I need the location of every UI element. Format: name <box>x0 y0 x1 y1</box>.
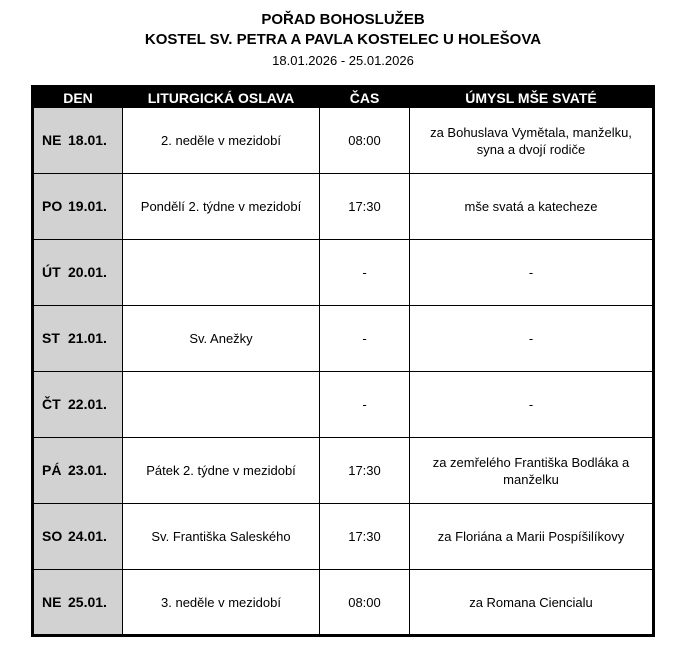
page-title: POŘAD BOHOSLUŽEB <box>261 11 425 28</box>
table-row <box>33 372 654 438</box>
time-cell: 08:00 <box>320 108 410 174</box>
col-header-cas: ČAS <box>320 87 410 108</box>
day-cell <box>33 570 123 636</box>
day-abbr: ČT <box>42 396 61 412</box>
celebration-cell: 3. neděle v mezidobí <box>123 570 320 636</box>
day-date: 19.01. <box>68 198 107 214</box>
celebration-cell: Sv. Františka Saleského <box>123 504 320 570</box>
day-date: 21.01. <box>68 330 107 346</box>
intention-cell: za Bohuslava Vymětala, manželku, syna a dvojí rodiče <box>410 108 654 174</box>
day-date: 22.01. <box>68 396 107 412</box>
day-date: 25.01. <box>68 593 107 610</box>
day-cell <box>33 438 123 504</box>
intention-cell: za Floriána a Marii Pospíšilíkovy <box>410 504 654 570</box>
day-date: 24.01. <box>68 528 107 544</box>
page-subtitle: KOSTEL SV. PETRA A PAVLA KOSTELEC U HOLEŠOVA <box>144 31 542 48</box>
day-cell <box>33 306 123 372</box>
time-cell: 17:30 <box>320 504 410 570</box>
intention-cell: za zemřelého Františka Bodláka a manželku <box>410 438 654 504</box>
intention-cell: - <box>410 372 654 438</box>
date-range: 18.01.2026 - 25.01.2026 <box>272 53 414 68</box>
day-date: 23.01. <box>68 462 107 478</box>
intention-cell: - <box>410 306 654 372</box>
time-cell: 17:30 <box>320 438 410 504</box>
table-row <box>33 570 654 636</box>
table-header-row <box>33 87 654 108</box>
day-cell <box>33 174 123 240</box>
day-abbr: PÁ <box>42 462 62 478</box>
table-row <box>33 174 654 240</box>
time-cell: - <box>320 240 410 306</box>
table-row <box>33 438 654 504</box>
time-cell: - <box>320 306 410 372</box>
col-header-liturgicka-oslava: LITURGICKÁ OSLAVA <box>123 87 320 108</box>
col-header-den: DEN <box>33 87 123 108</box>
time-cell: 08:00 <box>320 570 410 636</box>
day-abbr: SO <box>42 528 63 544</box>
celebration-cell: Sv. Anežky <box>123 306 320 372</box>
intention-cell: mše svatá a katecheze <box>410 174 654 240</box>
day-abbr: ST <box>42 330 60 346</box>
celebration-cell <box>123 240 320 306</box>
time-cell: 17:30 <box>320 174 410 240</box>
intention-cell: za Romana Ciencialu <box>410 570 654 636</box>
time-cell: - <box>320 372 410 438</box>
table-row <box>33 108 654 174</box>
day-cell <box>33 504 123 570</box>
day-date: 18.01. <box>68 132 107 148</box>
table-row <box>33 240 654 306</box>
celebration-cell: 2. neděle v mezidobí <box>123 108 320 174</box>
intention-cell: - <box>410 240 654 306</box>
day-abbr: NE <box>42 132 62 148</box>
table-row <box>33 504 654 570</box>
day-date: 20.01. <box>68 264 107 280</box>
day-cell <box>33 372 123 438</box>
table-row <box>33 306 654 372</box>
day-cell <box>33 108 123 174</box>
celebration-cell <box>123 372 320 438</box>
document-header <box>0 0 686 71</box>
day-abbr: ÚT <box>42 264 61 280</box>
col-header-umysl: ÚMYSL MŠE SVATÉ <box>410 87 654 108</box>
day-abbr: PO <box>42 198 63 214</box>
celebration-cell: Pátek 2. týdne v mezidobí <box>123 438 320 504</box>
celebration-cell: Pondělí 2. týdne v mezidobí <box>123 174 320 240</box>
schedule-table <box>31 85 655 637</box>
day-cell <box>33 240 123 306</box>
day-abbr: NE <box>42 593 62 610</box>
